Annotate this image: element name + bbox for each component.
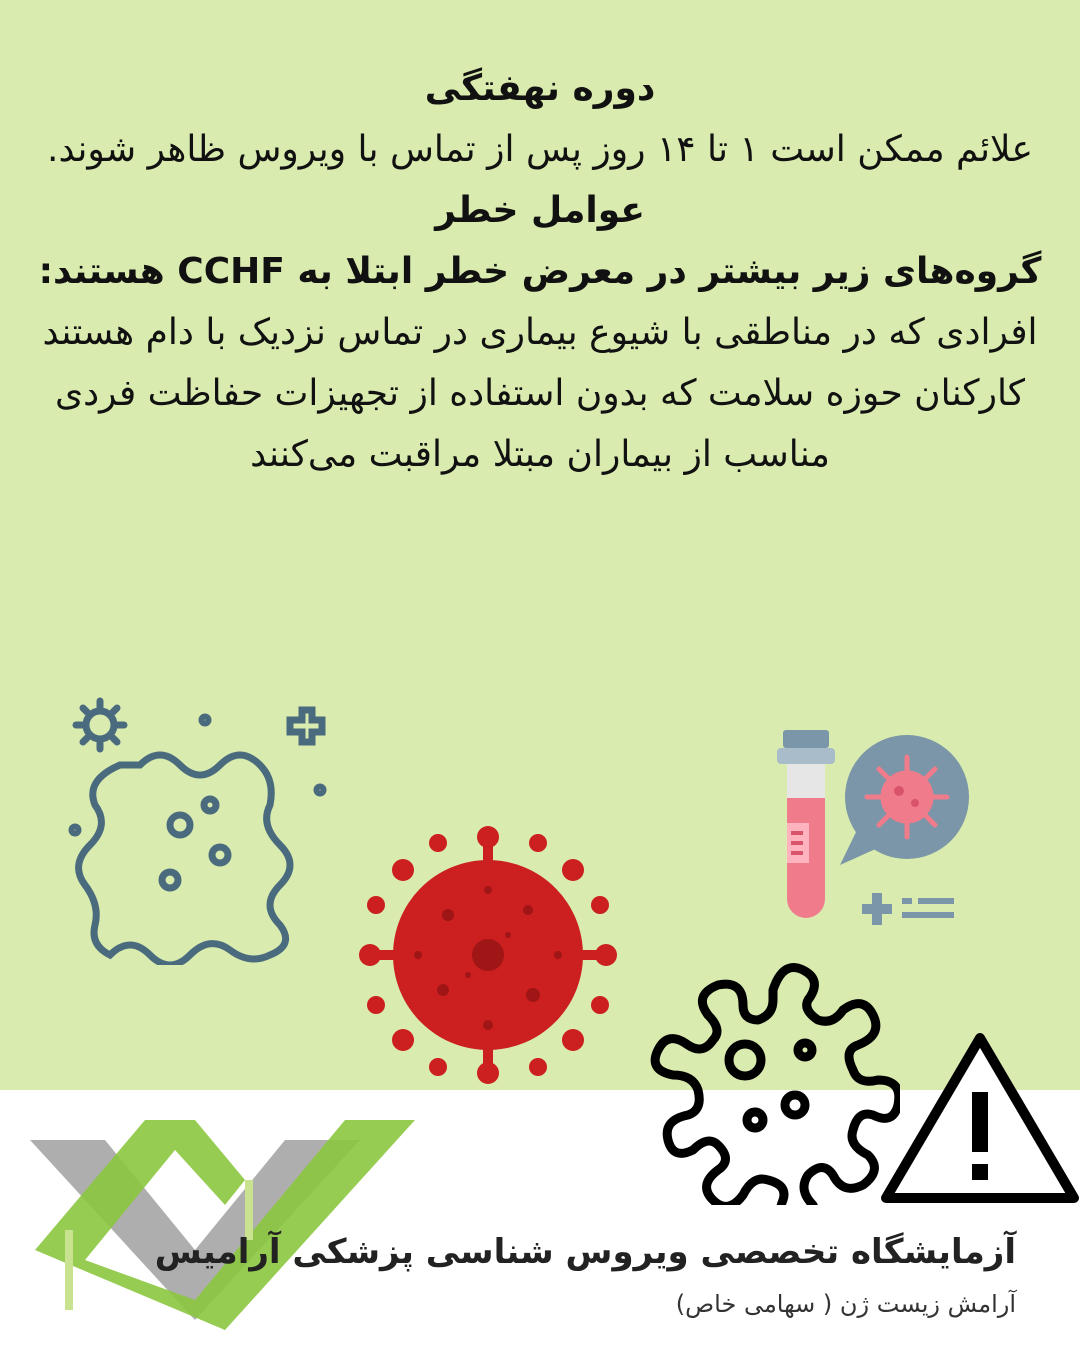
aramis-logo [25, 1100, 425, 1330]
plus-minus-icon [862, 890, 957, 930]
risk-title: عوامل خطر [435, 190, 645, 231]
warning-triangle-icon [880, 1030, 1080, 1205]
coronavirus-icon [358, 825, 618, 1085]
virus-speech-bubble-icon [835, 735, 975, 870]
incubation-title: دوره نهفتگی [424, 68, 656, 109]
info-text [0, 58, 1080, 485]
risk-item-2: کارکنان حوزه سلامت که بدون استفاده از تجهیزات حفاظت فردی مناسب از بیماران مبتلا مراقبت می‌کنند [54, 373, 1026, 475]
company-name: آرامش زیست ژن ( سهامی خاص) [675, 1290, 1016, 1318]
germ-icon [645, 950, 900, 1205]
risk-item-1: افرادی که در مناطقی با شیوع بیماری در تماس نزدیک با دام هستند [42, 312, 1038, 353]
virus-cluster-icon [60, 695, 330, 965]
lab-name: آزمایشگاه تخصصی ویروس شناسی پزشکی آرامیس [154, 1232, 1016, 1272]
risk-subtitle: گروه‌های زیر بیشتر در معرض خطر ابتلا به CCHF هستند: [38, 251, 1042, 292]
incubation-text: علائم ممکن است ۱ تا ۱۴ روز پس از تماس با ویروس ظاهر شوند. [47, 129, 1033, 170]
